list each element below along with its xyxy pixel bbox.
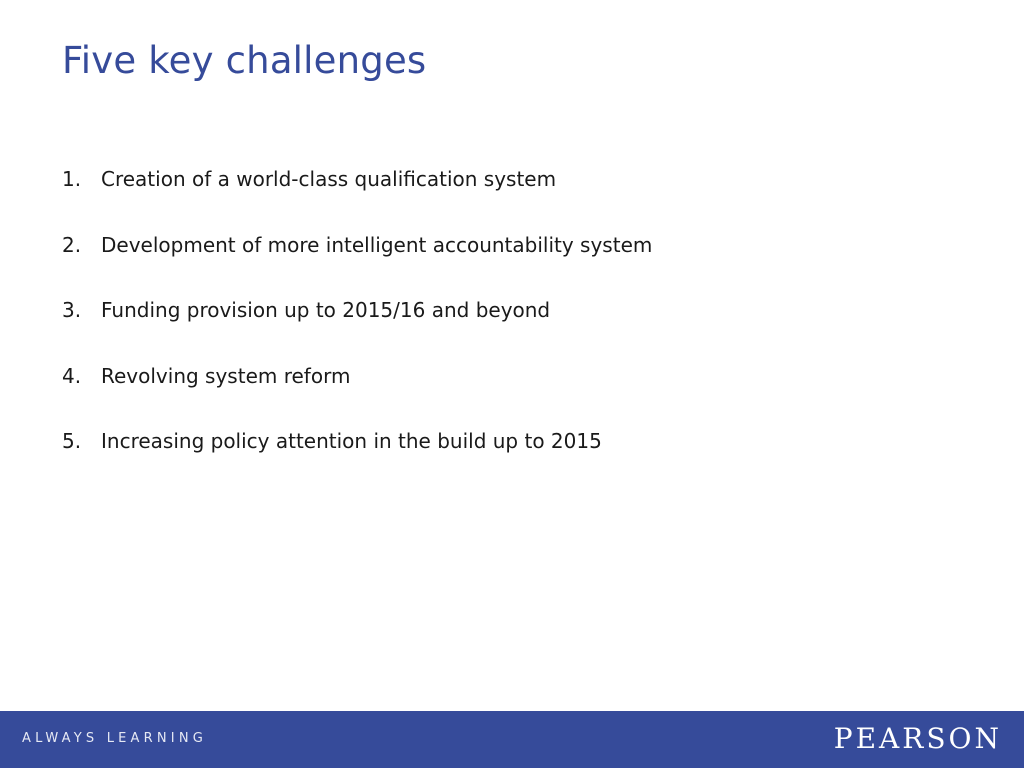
list-item [62,427,652,455]
footer-tagline: ALWAYS LEARNING [22,731,208,746]
list-item [62,362,652,390]
list-item-number: 3. [62,298,82,322]
footer-bar [0,711,1024,768]
list-item-text: Revolving system reform [101,363,351,388]
list-item-number: 1. [62,167,82,191]
challenge-list [62,165,652,493]
list-item-text: Increasing policy attention in the build up to 2015 [101,429,602,453]
list-item [62,165,652,193]
list-item-number: 5. [62,429,82,453]
list-item-number: 4. [62,363,82,388]
list-item [62,231,652,259]
slide-title: Five key challenges [62,39,427,82]
list-item-number: 2. [62,232,82,257]
list-item [62,296,652,324]
list-item-text: Creation of a world-class qualification system [101,167,557,191]
list-item-text: Funding provision up to 2015/16 and beyond [101,298,551,322]
pearson-logo: PEARSON [833,722,1002,755]
list-item-text: Development of more intelligent accountability system [101,232,653,257]
